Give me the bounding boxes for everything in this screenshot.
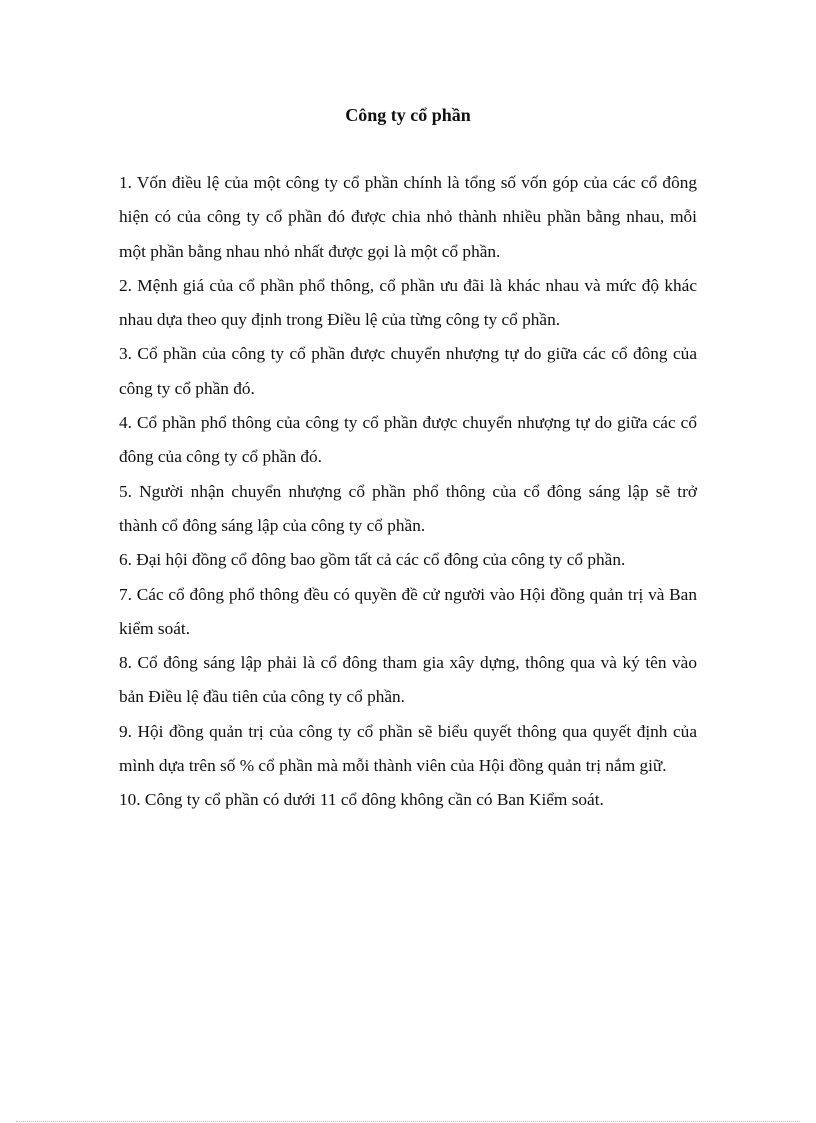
- paragraph-8: 8. Cổ đông sáng lập phải là cổ đông tham gia xây dựng, thông qua và ký tên vào bản Điều lệ đầu tiên của công ty cổ phần.: [119, 653, 697, 707]
- document-body: [119, 166, 697, 818]
- paragraph-5: 5. Người nhận chuyển nhượng cổ phần phổ thông của cổ đông sáng lập sẽ trở thành cổ đông sáng lập của công ty cổ phần.: [119, 481, 697, 535]
- page-bottom-divider: [16, 1121, 800, 1122]
- paragraph-9: 9. Hội đồng quản trị của công ty cổ phần sẽ biểu quyết thông qua quyết định của mình dựa trên số % cổ phần mà mỗi thành viên của Hội đồng quản trị nắm giữ.: [119, 721, 697, 776]
- paragraph-10: 10. Công ty cổ phần có dưới 11 cổ đông không cần có Ban Kiểm soát.: [119, 790, 604, 810]
- paragraph-6: 6. Đại hội đồng cổ đông bao gồm tất cả các cổ đông của công ty cổ phần.: [119, 550, 626, 570]
- document-title: Công ty cổ phần: [345, 105, 471, 125]
- paragraph-7: 7. Các cổ đông phổ thông đều có quyền đề cử người vào Hội đồng quản trị và Ban kiểm soát.: [119, 584, 697, 638]
- paragraph-1: 1. Vốn điều lệ của một công ty cổ phần chính là tổng số vốn góp của các cổ đông hiện có của công ty cổ phần đó được chia nhỏ thành nhiều phần bằng nhau, mỗi một phần bằng nhau nhỏ nhất được gọi là một cổ phần.: [119, 173, 697, 261]
- paragraph-2: 2. Mệnh giá của cổ phần phổ thông, cổ phần ưu đãi là khác nhau và mức độ khác nhau dựa theo quy định trong Điều lệ của từng công ty cổ phần.: [119, 275, 697, 330]
- paragraph-3: 3. Cổ phần của công ty cổ phần được chuyển nhượng tự do giữa các cổ đông của công ty cổ phần đó.: [119, 344, 697, 398]
- paragraph-4: 4. Cổ phần phổ thông của công ty cổ phần được chuyển nhượng tự do giữa các cổ đông của công ty cổ phần đó.: [119, 413, 697, 467]
